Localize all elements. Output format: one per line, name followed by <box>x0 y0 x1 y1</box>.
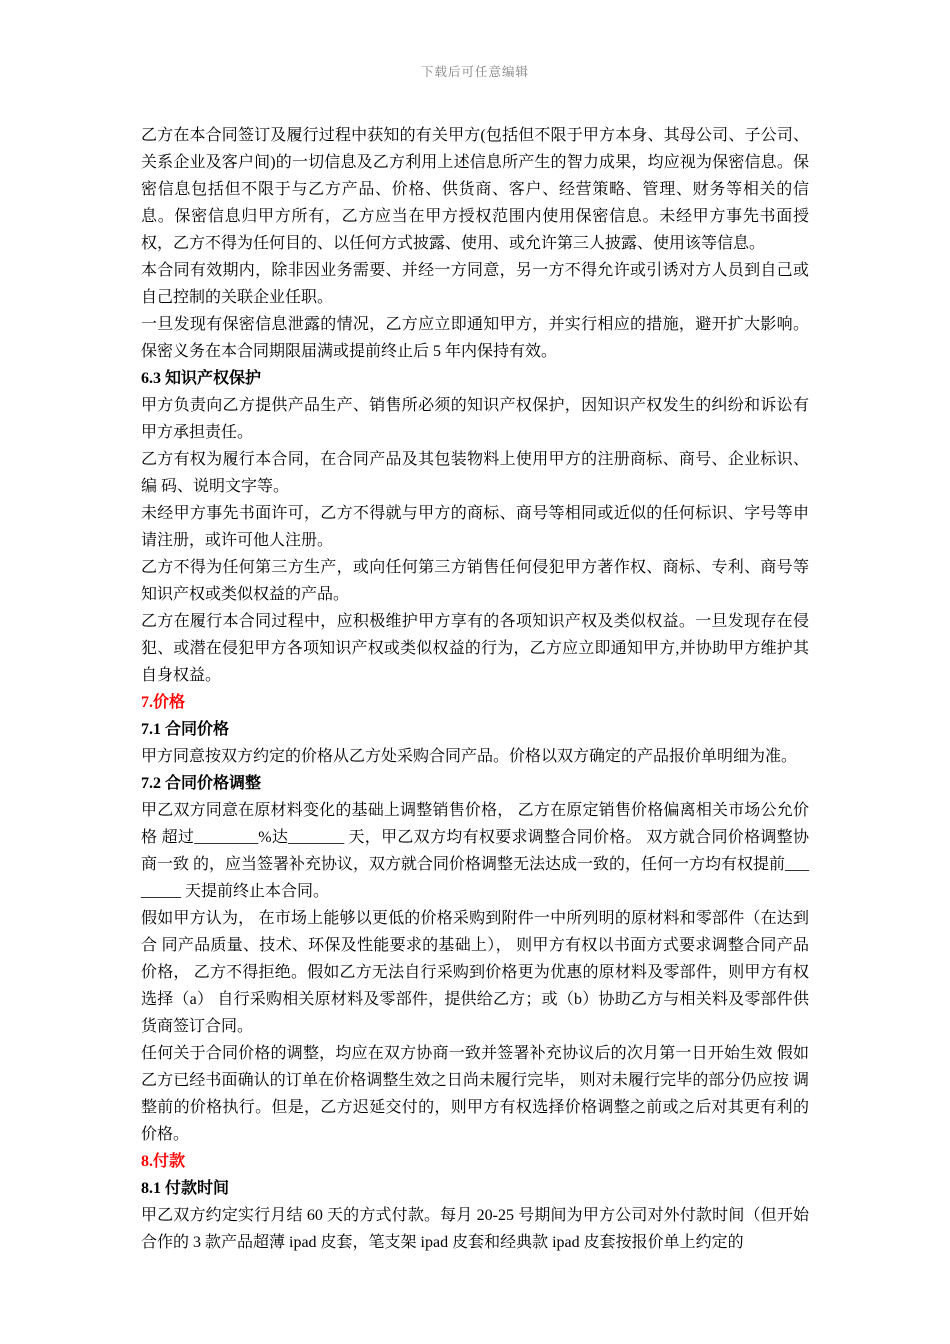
para-price-adjustment-conditions: 假如甲方认为， 在市场上能够以更低的价格采购到附件一中所列明的原材料和零部件（在达到合 同产品质量、技术、环保及性能要求的基础上）， 则甲方有权以书面方式要求调整合同产品价格， 乙方不得拒绝。假如乙方无法自行采购到价格更为优惠的原材料及零部件，则甲方有权选择（a） 自行采购相关原材料及零部件，提供给乙方；或（b）协助乙方与相关料及零部件供货商签订合同。 <box>141 910 809 1035</box>
document-body <box>141 122 809 1256</box>
para-ipr-maintenance: 乙方在履行本合同过程中，应积极维护甲方享有的各项知识产权及类似权益。一旦发现存在侵犯、或潜在侵犯甲方各项知识产权或类似权益的行为，乙方应立即通知甲方,并协助甲方维护其自身权益。 <box>141 613 809 684</box>
para-price-adjustment-terms: 甲乙双方同意在原材料变化的基础上调整销售价格， 乙方在原定销售价格偏离相关市场公允价格 超过________%达_______ 天，甲乙双方均有权要求调整合同价格。 双方就合同价格调整协商一致 的，应当签署补充协议，双方就合同价格调整无法达成一致的，任何一方均有权提前________ 天提前终止本合同。 <box>141 802 810 900</box>
heading-8-1-payment-time: 8.1 付款时间 <box>141 1180 230 1197</box>
para-leak-measures: 一旦发现有保密信息泄露的情况，乙方应立即通知甲方，并实行相应的措施，避开扩大影响。 保密义务在本合同期限届满或提前终止后 5 年内保持有效。 <box>141 316 809 360</box>
heading-7-1-contract-price: 7.1 合同价格 <box>141 721 230 738</box>
heading-6-3-ipr-protection: 6.3 知识产权保护 <box>141 370 262 387</box>
para-confidential-info: 乙方在本合同签订及履行过程中获知的有关甲方(包括但不限于甲方本身、其母公司、子公司、 关系企业及客户间)的一切信息及乙方利用上述信息所产生的智力成果，均应视为保密信息。保密信息包括但不限于与乙方产品、价格、供货商、客户、经营策略、管理、财务等相关的信息。保密信息归甲方所有，乙方应当在甲方授权范围内使用保密信息。未经甲方事先书面授权，乙方不得为任何目的、以任何方式披露、使用、或允许第三人披露、使用该等信息。 <box>141 127 809 252</box>
para-trademark-use: 乙方有权为履行本合同，在合同产品及其包装物料上使用甲方的注册商标、商号、企业标识、编 码、说明文字等。 <box>141 451 809 495</box>
heading-7-price: 7.价格 <box>141 694 186 711</box>
para-no-registration: 未经甲方事先书面许可，乙方不得就与甲方的商标、商号等相同或近似的任何标识、字号等申请注册，或许可他人注册。 <box>141 505 809 549</box>
heading-7-2-price-adjustment: 7.2 合同价格调整 <box>141 775 262 792</box>
para-contract-price: 甲方同意按双方约定的价格从乙方处采购合同产品。价格以双方确定的产品报价单明细为准。 <box>141 748 798 765</box>
para-payment-time: 甲乙双方约定实行月结 60 天的方式付款。每月 20-25 号期间为甲方公司对外付款时间（但开始合作的 3 款产品超薄 ipad 皮套，笔支架 ipad 皮套和经典款 ipad 皮套按报价单上约定的 <box>141 1207 809 1251</box>
para-non-solicitation: 本合同有效期内，除非因业务需要、并经一方同意，另一方不得允许或引诱对方人员到自己或自己控制的关联企业任职。 <box>141 262 809 306</box>
para-price-adjustment-effective: 任何关于合同价格的调整，均应在双方协商一致并签署补充协议后的次月第一日开始生效 假如乙方已经书面确认的订单在价格调整生效之日尚未履行完毕， 则对未履行完毕的部分仍应按 调整前的价格执行。但是，乙方迟延交付的，则甲方有权选择价格调整之前或之后对其更有利的 价格。 <box>141 1045 809 1143</box>
heading-8-payment: 8.付款 <box>141 1153 186 1170</box>
watermark-text: 下载后可任意编辑 <box>420 65 529 79</box>
para-no-third-party-sales: 乙方不得为任何第三方生产，或向任何第三方销售任何侵犯甲方著作权、商标、专利、商号等知识产权或类似权益的产品。 <box>141 559 809 603</box>
para-ipr-responsibility: 甲方负责向乙方提供产品生产、销售所必须的知识产权保护，因知识产权发生的纠纷和诉讼有甲方承担责任。 <box>141 397 809 441</box>
